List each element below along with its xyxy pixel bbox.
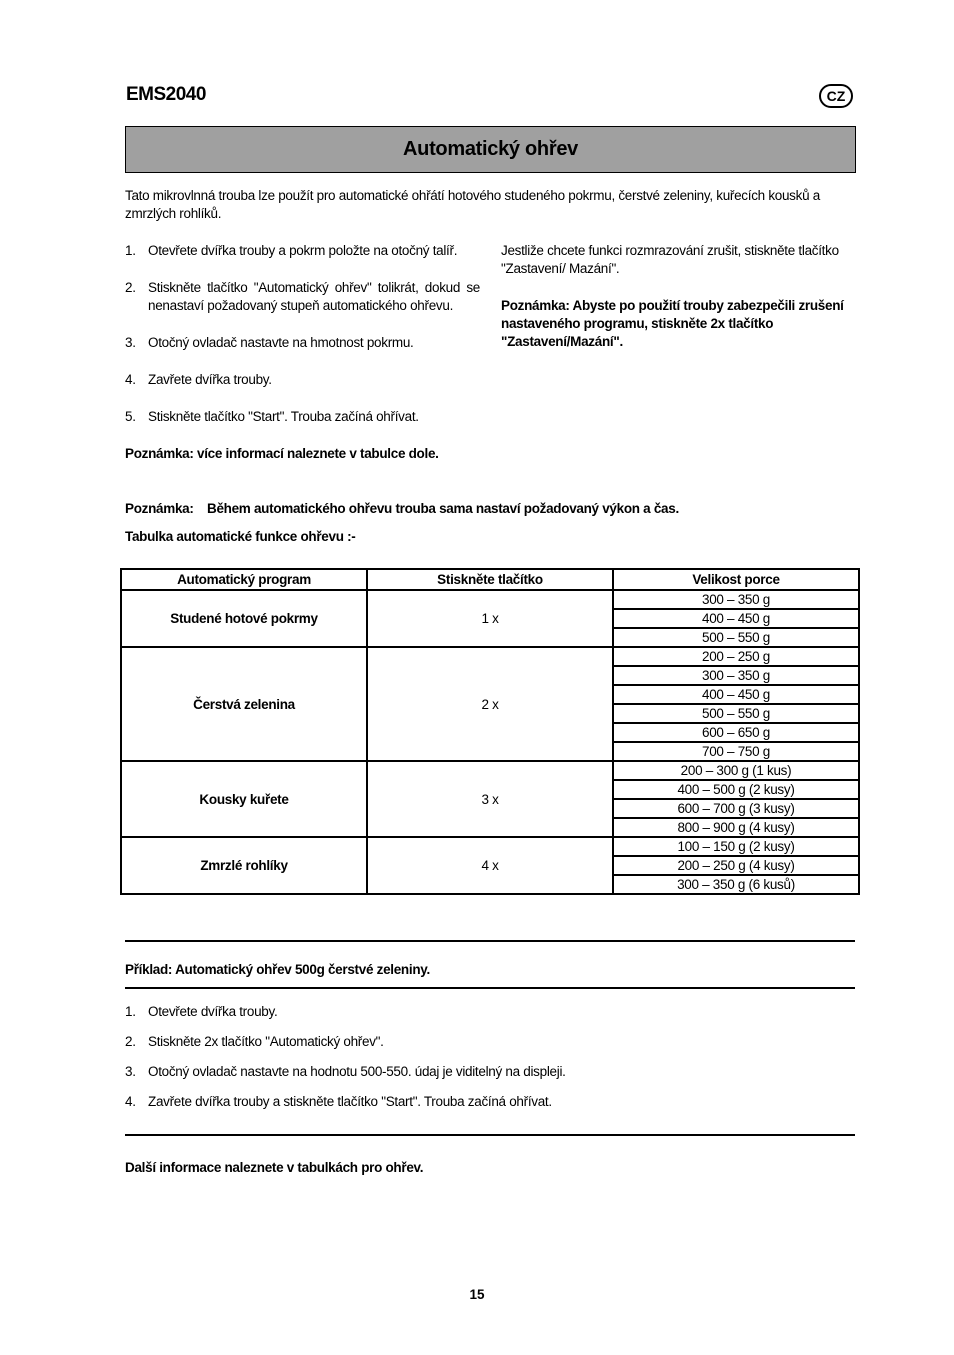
step-text: Zavřete dvířka trouby. xyxy=(148,372,272,387)
press-count: 2 x xyxy=(367,647,613,761)
example-title: Příklad: Automatický ohřev 500g čerstvé zeleniny. xyxy=(125,962,430,977)
press-count: 1 x xyxy=(367,590,613,647)
portion-size: 700 – 750 g xyxy=(613,742,859,761)
note-text: Během automatického ohřevu trouba sama nastaví požadovaný výkon a čas. xyxy=(207,501,679,516)
example-step xyxy=(125,1003,854,1021)
portion-size: 500 – 550 g xyxy=(613,704,859,723)
table-caption: Tabulka automatické funkce ohřevu :- xyxy=(125,529,356,544)
step-text: Stiskněte 2x tlačítko "Automatický ohřev". xyxy=(148,1034,384,1049)
portion-size: 300 – 350 g xyxy=(613,666,859,685)
step-item xyxy=(125,334,480,352)
cancel-instruction: Jestliže chcete funkci rozmrazování zrušit, stiskněte tlačítko "Zastavení/ Mazání". xyxy=(501,243,839,276)
program-name: Kousky kuřete xyxy=(121,761,367,837)
program-name: Zmrzlé rohlíky xyxy=(121,837,367,894)
portion-size: 200 – 300 g (1 kus) xyxy=(613,761,859,780)
step-number: 1. xyxy=(125,1004,136,1019)
program-name: Čerstvá zelenina xyxy=(121,647,367,761)
portion-size: 400 – 450 g xyxy=(613,685,859,704)
language-badge: CZ xyxy=(819,84,853,108)
step-number: 3. xyxy=(125,1064,136,1079)
step-number: 2. xyxy=(125,280,136,295)
step-item xyxy=(125,279,480,315)
portion-size: 400 – 500 g (2 kusy) xyxy=(613,780,859,799)
step-text: Stiskněte tlačítko "Start". Trouba začíná ohřívat. xyxy=(148,409,419,424)
portion-size: 500 – 550 g xyxy=(613,628,859,647)
portion-size: 200 – 250 g xyxy=(613,647,859,666)
example-steps-list xyxy=(125,1003,854,1123)
col-header-press: Stiskněte tlačítko xyxy=(367,569,613,590)
portion-size: 600 – 650 g xyxy=(613,723,859,742)
divider xyxy=(125,987,855,989)
section-title: Automatický ohřev xyxy=(125,126,856,173)
model-name: EMS2040 xyxy=(126,84,206,105)
step-item xyxy=(125,408,480,426)
portion-size: 300 – 350 g xyxy=(613,590,859,609)
intro-paragraph: Tato mikrovlnná trouba lze použít pro automatické ohřátí hotového studeného pokrmu, čerstvé zeleniny, kuřecích kousků a zmrzlých rohlíků. xyxy=(125,188,820,221)
example-step xyxy=(125,1033,854,1051)
note-table-below: Poznámka: více informací naleznete v tabulce dole. xyxy=(125,446,439,461)
step-number: 4. xyxy=(125,372,136,387)
example-step xyxy=(125,1063,854,1081)
portion-size: 600 – 700 g (3 kusy) xyxy=(613,799,859,818)
step-text: Stiskněte tlačítko "Automatický ohřev" tolikrát, dokud se nenastaví požadovaný stupeň automatického ohřevu. xyxy=(148,280,480,313)
example-step xyxy=(125,1093,854,1111)
step-item xyxy=(125,242,480,260)
press-count: 4 x xyxy=(367,837,613,894)
step-text: Otočný ovladač nastavte na hodnotu 500-550. údaj je viditelný na displeji. xyxy=(148,1064,566,1079)
steps-list xyxy=(125,242,480,445)
auto-program-table xyxy=(120,568,860,895)
right-column xyxy=(501,242,854,370)
table-row xyxy=(121,761,859,780)
portion-size: 400 – 450 g xyxy=(613,609,859,628)
table-row xyxy=(121,837,859,856)
press-count: 3 x xyxy=(367,761,613,837)
page-number: 15 xyxy=(469,1287,485,1302)
step-item xyxy=(125,371,480,389)
divider xyxy=(125,1134,855,1136)
table-row xyxy=(121,590,859,609)
table-header-row xyxy=(121,569,859,590)
more-info-note: Další informace naleznete v tabulkách pro ohřev. xyxy=(125,1160,424,1175)
step-text: Otočný ovladač nastavte na hmotnost pokrmu. xyxy=(148,335,414,350)
col-header-size: Velikost porce xyxy=(613,569,859,590)
step-number: 2. xyxy=(125,1034,136,1049)
step-text: Zavřete dvířka trouby a stiskněte tlačítko "Start". Trouba začíná ohřívat. xyxy=(148,1094,552,1109)
table-row xyxy=(121,647,859,666)
col-header-program: Automatický program xyxy=(121,569,367,590)
step-number: 4. xyxy=(125,1094,136,1109)
step-number: 5. xyxy=(125,409,136,424)
step-number: 3. xyxy=(125,335,136,350)
portion-size: 100 – 150 g (2 kusy) xyxy=(613,837,859,856)
portion-size: 800 – 900 g (4 kusy) xyxy=(613,818,859,837)
divider xyxy=(125,940,855,942)
auto-power-note xyxy=(125,500,679,518)
cancel-note: Poznámka: Abyste po použití trouby zabezpečili zrušení nastaveného programu, stiskněte 2x tlačítko "Zastavení/Mazání". xyxy=(501,298,844,349)
program-name: Studené hotové pokrmy xyxy=(121,590,367,647)
note-label: Poznámka: xyxy=(125,501,194,516)
step-number: 1. xyxy=(125,243,136,258)
portion-size: 200 – 250 g (4 kusy) xyxy=(613,856,859,875)
portion-size: 300 – 350 g (6 kusů) xyxy=(613,875,859,894)
step-text: Otevřete dvířka trouby. xyxy=(148,1004,278,1019)
step-text: Otevřete dvířka trouby a pokrm položte na otočný talíř. xyxy=(148,243,458,258)
